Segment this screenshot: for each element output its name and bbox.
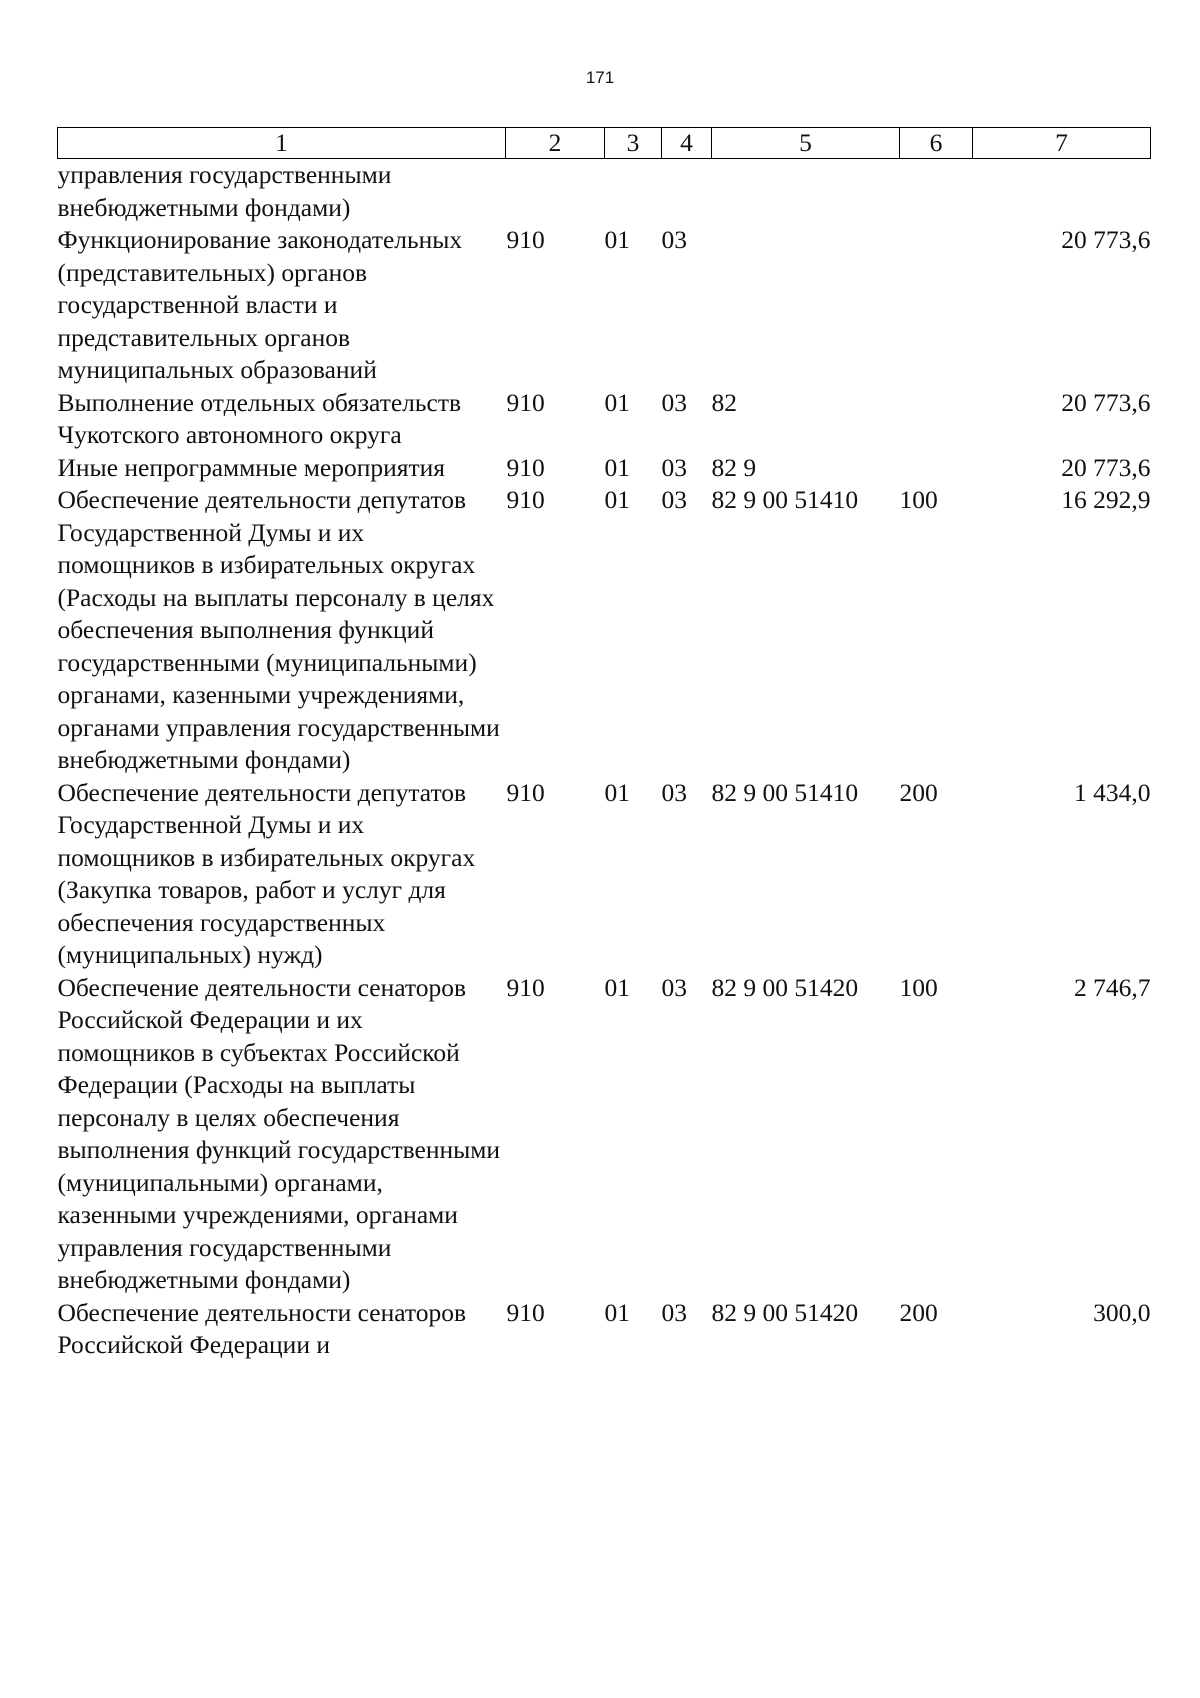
row-amount: 16 292,9 xyxy=(1061,485,1151,514)
row-target: 82 9 00 51410 xyxy=(711,777,859,807)
row-amount: 20 773,6 xyxy=(1061,452,1151,482)
table-row xyxy=(58,1297,1151,1362)
budget-table xyxy=(57,127,1151,1362)
row-section xyxy=(605,159,662,225)
row-section: 01 xyxy=(604,1297,630,1327)
row-ministry: 910 xyxy=(506,1297,545,1327)
row-ministry: 910 xyxy=(506,777,545,807)
row-type: 100 xyxy=(899,485,938,514)
header-col-4: 4 xyxy=(662,128,712,159)
header-col-1: 1 xyxy=(58,128,506,159)
header-col-3: 3 xyxy=(605,128,662,159)
row-name: Обеспечение деятельности депутатов Государственной Думы и их помощников в избирательных округах (Закупка товаров, работ и услуг для обеспечения государственных (муниципальных) нужд) xyxy=(57,777,476,969)
row-amount: 300,0 xyxy=(1093,1297,1151,1327)
row-ministry: 910 xyxy=(506,225,545,254)
table-header-row xyxy=(58,128,1151,159)
row-target: 82 9 xyxy=(711,452,757,482)
row-amount: 20 773,6 xyxy=(1061,225,1151,254)
row-subsection: 03 xyxy=(661,225,687,254)
row-ministry: 910 xyxy=(506,387,545,417)
row-subsection: 03 xyxy=(661,777,687,807)
row-amount: 1 434,0 xyxy=(1074,777,1151,807)
table-row xyxy=(58,452,1151,485)
row-subsection: 03 xyxy=(661,1297,687,1327)
row-subsection: 03 xyxy=(661,452,687,482)
table-row xyxy=(58,224,1151,387)
row-type xyxy=(900,452,973,485)
row-ministry: 910 xyxy=(506,972,545,1002)
row-name: Иные непрограммные мероприятия xyxy=(57,452,446,482)
header-col-2: 2 xyxy=(506,128,605,159)
row-amount: 20 773,6 xyxy=(1061,387,1151,417)
row-section: 01 xyxy=(604,387,630,417)
row-name: Обеспечение деятельности сенаторов Российской Федерации и их помощников в субъектах Российской Федерации (Расходы на выплаты персоналу в целях обеспечения выполнения функций государственными (муниципальными) органами, казенными учреждениями, органами управления государственными внебюджетными фондами) xyxy=(57,972,501,1294)
row-target: 82 9 00 51410 xyxy=(711,485,859,514)
row-type: 200 xyxy=(899,777,938,807)
row-amount: 2 746,7 xyxy=(1074,972,1151,1002)
row-name: Обеспечение деятельности депутатов Государственной Думы и их помощников в избирательных округах (Расходы на выплаты персоналу в целях обеспечения выполнения функций государственными (муниципальными) органами, казенными учреждениями, органами управления государственными внебюджетными фондами) xyxy=(57,485,500,774)
row-name: Функционирование законодательных (представительных) органов государственной власти и представительных органов муниципальных образований xyxy=(57,225,463,384)
header-col-6: 6 xyxy=(900,128,973,159)
table-row xyxy=(58,972,1151,1297)
row-type xyxy=(900,387,973,452)
row-subsection xyxy=(662,159,712,225)
row-section: 01 xyxy=(604,225,630,254)
table-row xyxy=(58,387,1151,452)
row-target xyxy=(712,159,900,225)
row-type: 100 xyxy=(899,972,938,1002)
row-section: 01 xyxy=(604,485,630,514)
row-name: Выполнение отдельных обязательств Чукотского автономного округа xyxy=(57,387,462,449)
table-row xyxy=(58,159,1151,225)
header-col-5: 5 xyxy=(712,128,900,159)
row-target: 82 9 00 51420 xyxy=(711,1297,859,1327)
page-number: 171 xyxy=(585,68,615,87)
row-ministry: 910 xyxy=(506,452,545,482)
row-amount xyxy=(973,159,1151,225)
row-name: управления государственными внебюджетными фондами) xyxy=(57,160,392,222)
row-target: 82 9 00 51420 xyxy=(711,972,859,1002)
row-type xyxy=(900,224,973,387)
row-target: 82 xyxy=(711,387,737,417)
row-name: Обеспечение деятельности сенаторов Российской Федерации и xyxy=(57,1297,466,1359)
row-ministry: 910 xyxy=(506,485,545,514)
table-row xyxy=(58,777,1151,972)
row-section: 01 xyxy=(604,452,630,482)
row-type: 200 xyxy=(899,1297,938,1327)
row-subsection: 03 xyxy=(661,387,687,417)
table-row xyxy=(58,484,1151,777)
row-section: 01 xyxy=(604,777,630,807)
row-subsection: 03 xyxy=(661,972,687,1002)
row-ministry xyxy=(506,159,605,225)
row-type xyxy=(900,159,973,225)
row-subsection: 03 xyxy=(661,485,687,514)
header-col-7: 7 xyxy=(973,128,1151,159)
row-section: 01 xyxy=(604,972,630,1002)
row-target xyxy=(712,224,900,387)
